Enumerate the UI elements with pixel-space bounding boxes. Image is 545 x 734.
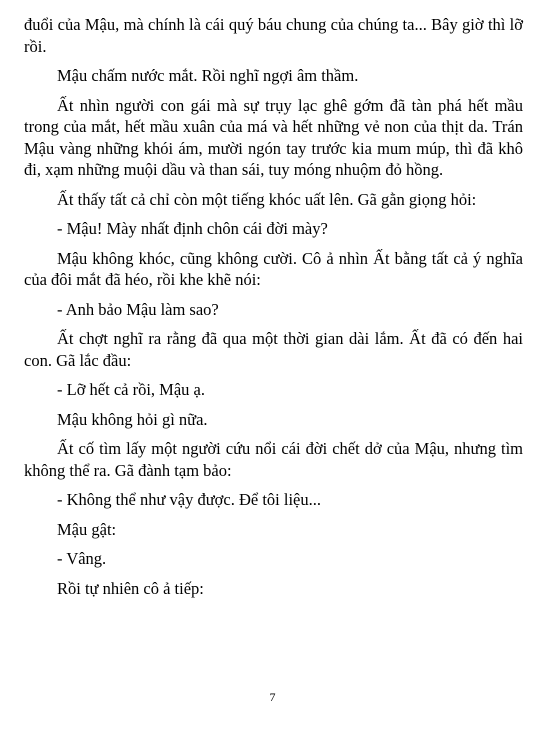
paragraph-12: - Không thể như vậy được. Để tôi liệu... xyxy=(57,490,321,509)
page-number: 7 xyxy=(269,690,276,704)
paragraph-1: đuổi của Mậu, mà chính là cái quý báu chung của chúng ta... Bây giờ thì lỡ rồi. xyxy=(24,15,523,56)
paragraph-5: - Mậu! Mày nhất định chôn cái đời mày? xyxy=(57,219,328,238)
paragraph-7: - Anh bảo Mậu làm sao? xyxy=(57,299,219,319)
paragraph-9: - Lỡ hết cả rồi, Mậu ạ. xyxy=(57,380,206,399)
paragraph-6: Mậu không khóc, cũng không cười. Cô ả nhìn Ất bằng tất cả ý nghĩa của đôi mắt đã héo, rồi khe khẽ nói: xyxy=(24,248,523,289)
paragraph-15: Rồi tự nhiên cô ả tiếp: xyxy=(57,578,204,598)
paragraph-2: Mậu chấm nước mắt. Rồi nghĩ ngợi âm thầm. xyxy=(57,66,359,85)
body-text xyxy=(24,14,523,607)
paragraph-11: Ất cố tìm lấy một người cứu nổi cái đời chết dở của Mậu, nhưng tìm không thể ra. Gã đành tạm bảo: xyxy=(24,439,523,480)
paragraph-8: Ất chợt nghĩ ra rằng đã qua một thời gian dài lắm. Ất đã có đến hai con. Gã lắc đầu: xyxy=(24,329,523,370)
paragraph-14: - Vâng. xyxy=(57,549,107,568)
paragraph-4: Ất thấy tất cả chỉ còn một tiếng khóc uất lên. Gã gằn giọng hỏi: xyxy=(57,189,477,209)
paragraph-13: Mậu gật: xyxy=(57,519,117,539)
paragraph-10: Mậu không hỏi gì nữa. xyxy=(57,409,208,429)
paragraph-3: Ất nhìn người con gái mà sự trụy lạc ghê gớm đã tàn phá hết mầu trong của mắt, hết mầu xuân của má và hết những vẻ non của thịt da. Trán Mậu vàng những khói ám, mười ngón tay trước kia mum múp, thì đã khô đi, xạm những muội dầu và than sái, tuy móng nhuộm đỏ hồng. xyxy=(24,95,523,179)
